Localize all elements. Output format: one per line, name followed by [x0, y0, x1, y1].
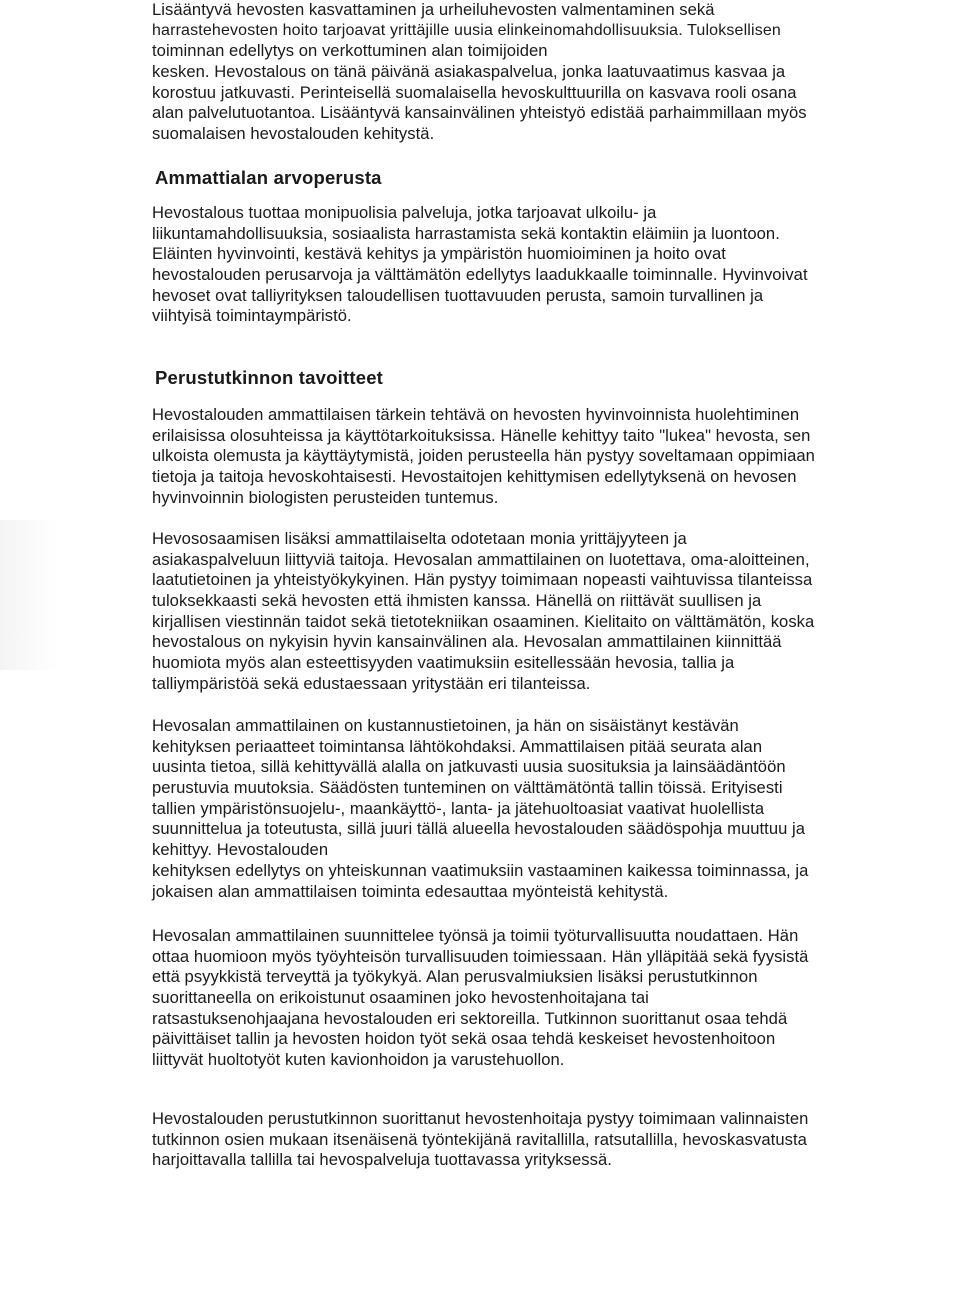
paragraph-line: toiminnan edellytys on verkottuminen alan toimijoiden — [152, 41, 548, 61]
section-heading-tavoitteet: Perustutkinnon tavoitteet — [155, 367, 384, 388]
paragraph-line: kirjallisen viestinnän taidot sekä tietotekniikan osaaminen. Kielitaito on välttämätön, koska — [152, 611, 815, 631]
paragraph-line: kesken. Hevostalous on tänä päivänä asiakaspalvelua, jonka laatuvaatimus kasvaa ja — [152, 62, 786, 82]
paragraph-line: Hevososaamisen lisäksi ammattilaiselta odotetaan monia yrittäjyyteen ja — [152, 529, 687, 548]
arvoperusta-paragraph — [152, 203, 912, 327]
paragraph-line: harjoittavalla tallilla tai hevospalveluja tuottavassa yrityksessä. — [152, 1150, 612, 1170]
paragraph-line: suunnittelua ja toteutusta, sillä juuri tällä alueella hevostalouden säädöspohja muuttuu ja — [152, 819, 806, 839]
paragraph-line: perustuvia muutoksia. Säädösten tunteminen on välttämätöntä tallin töissä. Erityisesti — [152, 778, 783, 798]
scan-shadow — [0, 520, 58, 670]
tavoitteet-paragraph-2 — [152, 529, 912, 695]
paragraph-line: alan palvelutuotantoa. Lisääntyvä kansainvälinen yhteistyö edistää parhaimmillaan myös — [152, 103, 807, 123]
tavoitteet-paragraph-3 — [152, 716, 912, 902]
paragraph-line: jokaisen alan ammattilaisen toiminta edesauttaa myönteistä kehitystä. — [152, 881, 669, 901]
intro-paragraph — [152, 0, 912, 145]
paragraph-line: laatutietoinen ja yhteistyökykyinen. Hän pystyy toimimaan nopeasti vaihtuvissa tilanteissa — [152, 570, 813, 590]
paragraph-line: ulkoista olemusta ja käyttäytymistä, joiden perusteella hän pystyy soveltamaan oppimiaan — [152, 446, 815, 466]
paragraph-line: Hevosalan ammattilainen suunnittelee työnsä ja toimii työturvallisuutta noudattaen. Hän — [152, 926, 799, 945]
paragraph-line: hyvinvoinnin biologisten perusteiden tuntemus. — [152, 487, 499, 507]
paragraph-line: Hevostalouden ammattilaisen tärkein tehtävä on hevosten hyvinvoinnista huolehtiminen — [152, 405, 800, 424]
tavoitteet-paragraph-5 — [152, 1109, 912, 1171]
paragraph-line: Hevostalous tuottaa monipuolisia palveluja, jotka tarjoavat ulkoilu- ja — [152, 203, 657, 222]
section-heading-arvoperusta: Ammattialan arvoperusta — [155, 167, 382, 188]
paragraph-line: Lisääntyvä hevosten kasvattaminen ja urheiluhevosten valmentaminen sekä — [152, 0, 715, 19]
paragraph-line: kehityksen periaatteet toimintansa lähtökohdaksi. Ammattilaisen pitää seurata alan — [152, 736, 763, 756]
paragraph-line: päivittäiset tallin ja hevosten hoidon työt sekä osaa tehdä keskeiset hevostenhoitoon — [152, 1029, 776, 1049]
paragraph-line: tallien ympäristönsuojelu-, maankäyttö-, lanta- ja jätehuoltoasiat vaativat huolellista — [152, 798, 765, 818]
tavoitteet-paragraph-1 — [152, 405, 912, 508]
paragraph-line: suorittaneella on erikoistunut osaaminen joko hevostenhoitajana tai — [152, 988, 649, 1008]
paragraph-line: erilaisissa olosuhteissa ja käyttötarkoituksissa. Hänelle kehittyy taito "lukea" hevosta, sen — [152, 425, 811, 445]
paragraph-line: talliympäristöä sekä edustaessaan yritystään eri tilanteissa. — [152, 673, 591, 693]
paragraph-line: hevostalouden perusarvoja ja välttämätön edellytys laadukkaalle toiminnalle. Hyvinvoivat — [152, 265, 808, 285]
paragraph-line: viihtyisä toimintaympäristö. — [152, 306, 352, 326]
paragraph-line: tutkinnon osien mukaan itsenäisenä työntekijänä ravitallilla, ratsutallilla, hevoskasvatusta — [152, 1129, 807, 1149]
paragraph-line: huomiota myös alan esteettisyyden vaatimuksiin esitellessään hevosia, tallia ja — [152, 653, 735, 673]
paragraph-line: että psyykkistä terveyttä ja työkykyä. Alan perusvalmiuksien lisäksi perustutkinnon — [152, 967, 758, 987]
paragraph-line: uusinta tietoa, sillä kehittyvällä alalla on jatkuvasti uusia suosituksia ja lainsäädäntöön — [152, 757, 786, 777]
paragraph-line: liittyvät huoltotyöt kuten kavionhoidon ja varustehuollon. — [152, 1050, 565, 1070]
paragraph-line: hevoset ovat talliyrityksen taloudellisen tuottavuuden perusta, samoin turvallinen ja — [152, 285, 764, 305]
paragraph-line: Eläinten hyvinvointi, kestävä kehitys ja ympäristön huomioiminen ja hoito ovat — [152, 244, 726, 264]
paragraph-line: Hevostalouden perustutkinnon suorittanut hevostenhoitaja pystyy toimimaan valinnaisten — [152, 1109, 809, 1128]
paragraph-line: korostuu jatkuvasti. Perinteisellä suomalaisella hevoskulttuurilla on kasvava rooli osana — [152, 82, 797, 102]
paragraph-line: kehittyy. Hevostalouden — [152, 840, 329, 860]
paragraph-line: ottaa huomioon myös työyhteisön turvallisuuden toimiessaan. Hän ylläpitää sekä fyysistä — [152, 946, 809, 966]
paragraph-line: tietoja ja taitoja hevoskohtaisesti. Hevostaitojen kehittymisen edellytyksenä on hevosen — [152, 467, 797, 487]
tavoitteet-paragraph-4 — [152, 926, 912, 1071]
paragraph-line: tuloksekkaasti sekä hevosten että ihmisten kanssa. Hänellä on riittävät suullisen ja — [152, 591, 762, 611]
paragraph-line: liikuntamahdollisuuksia, sosiaalista harrastamista sekä kontaktin eläimiin ja luontoon. — [152, 223, 780, 243]
paragraph-line: hevostalous on nykyisin hyvin kansainvälinen ala. Hevosalan ammattilainen kiinnittää — [152, 632, 782, 652]
paragraph-line: suomalaisen hevostalouden kehitystä. — [152, 124, 435, 144]
paragraph-line: kehityksen edellytys on yhteiskunnan vaatimuksiin vastaaminen kaikessa toiminnassa, ja — [152, 860, 809, 880]
paragraph-line: Hevosalan ammattilainen on kustannustietoinen, ja hän on sisäistänyt kestävän — [152, 716, 739, 735]
paragraph-line: asiakaspalveluun liittyviä taitoja. Hevosalan ammattilainen on luotettava, oma-aloitteinen, — [152, 549, 810, 569]
paragraph-line: ratsastuksenohjaajana hevostalouden eri sektoreilla. Tutkinnon suorittanut osaa tehdä — [152, 1008, 788, 1028]
paragraph-line: harrastehevosten hoito tarjoavat yrittäjille uusia elinkeinomahdollisuuksia. Tuloksellisen — [152, 21, 781, 39]
